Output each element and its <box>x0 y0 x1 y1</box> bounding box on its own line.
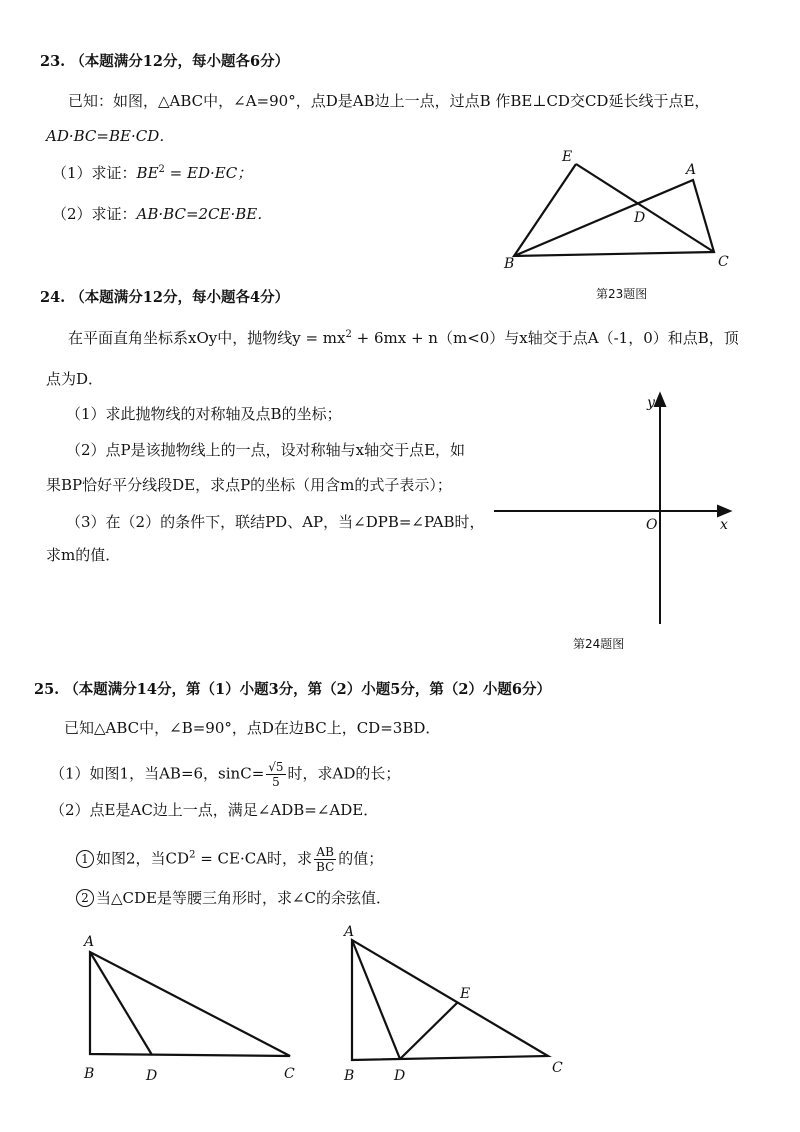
q24-stem-line2: 点为D． <box>46 370 104 388</box>
q25-part1-b: 时，求AD的长； <box>287 764 401 783</box>
q23-number: 23. <box>40 53 66 70</box>
q24-y-arrow <box>655 394 665 406</box>
q24-axes-figure <box>490 390 750 630</box>
q25-sub1-frac-num: AB <box>314 845 336 860</box>
q23-figure-caption: 第23题图 <box>596 287 648 301</box>
q25-sub2-text: 当△CDE是等腰三角形时，求∠C的余弦值． <box>96 889 392 907</box>
q24-part3-line1: （3）在（2）的条件下，联结PD、AP，当∠DPB=∠PAB时， <box>66 513 485 531</box>
q24-x-label: x <box>720 517 728 533</box>
q24-part2-line2: 果BP恰好平分线段DE，求点P的坐标（用含m的式子表示）； <box>46 476 452 494</box>
q24-part1: （1）求此抛物线的对称轴及点B的坐标； <box>66 405 342 423</box>
q25-fig2-label-e: E <box>460 986 471 1002</box>
q24-origin-label: O <box>646 517 658 533</box>
q23-label-c: C <box>718 254 729 270</box>
q25-sub1-mark: 1 <box>76 850 94 868</box>
q25-fig2-segment-ad <box>352 940 400 1059</box>
q25-fig2-label-a: A <box>344 924 355 940</box>
q25-fig1-triangle <box>90 952 290 1056</box>
q23-label-d: D <box>634 210 646 226</box>
q23-part1-sup: 2 <box>158 164 165 175</box>
q24-stem-sup: 2 <box>345 329 352 340</box>
q25-fig2-segment-de <box>400 1002 458 1059</box>
q25-sub2 <box>76 888 391 908</box>
q25-sub1-fraction <box>314 845 336 874</box>
q25-sub1-frac-den: BC <box>316 860 335 874</box>
q25-part2: （2）点E是AC边上一点，满足∠ADB=∠ADE． <box>50 801 379 819</box>
q25-part1-frac-den: 5 <box>272 775 280 789</box>
q25-sub1 <box>76 845 383 874</box>
q25-fig1-label-b: B <box>84 1066 95 1082</box>
q23-stem-line1: 已知：如图，△ABC中，∠A=90°，点D是AB边上一点，过点B 作BE⊥CD交CD延长线于点E， <box>68 92 710 110</box>
q25-header-row <box>34 680 551 700</box>
q25-figure-1 <box>76 928 306 1088</box>
q24-stem-a: 在平面直角坐标系xOy中，抛物线y = mx <box>68 329 346 347</box>
q25-sub1-sup: 2 <box>189 849 196 861</box>
q24-number: 24. <box>40 289 66 306</box>
q24-header: （本题满分12分，每小题各4分） <box>70 289 290 306</box>
q25-fig2-label-b: B <box>344 1068 355 1084</box>
q23-header-row <box>40 52 289 72</box>
q23-header: （本题满分12分，每小题各6分） <box>70 53 290 70</box>
q23-label-e: E <box>562 149 573 165</box>
q23-figure-outline <box>514 164 714 256</box>
q23-part1-math-b: = ED·EC； <box>164 164 253 182</box>
q23-figure <box>496 144 756 274</box>
q23-part1 <box>52 163 252 183</box>
q23-part2-math: AB·BC=2CE·BE． <box>136 205 273 223</box>
q24-part3-line2: 求m的值． <box>46 546 121 564</box>
q23-part1-prefix: （1）求证： <box>52 164 137 182</box>
q24-x-arrow <box>718 506 730 516</box>
q25-fig1-label-d: D <box>146 1068 158 1084</box>
q23-label-b: B <box>504 256 515 272</box>
q23-part2 <box>52 204 272 224</box>
q25-part1-fraction <box>266 760 285 789</box>
q25-fig1-label-a: A <box>84 934 95 950</box>
q25-header: （本题满分14分，第（1）小题3分，第（2）小题5分，第（2）小题6分） <box>64 681 552 698</box>
q25-sub1-a: 如图2，当CD <box>96 849 190 868</box>
q25-sub2-mark: 2 <box>76 889 94 907</box>
q23-stem-line2: AD·BC=BE·CD． <box>46 127 175 145</box>
q25-part1-a: （1）如图1，当AB=6，sinC= <box>50 764 265 783</box>
q25-figure-2 <box>336 920 586 1090</box>
q25-part1 <box>50 760 400 789</box>
q25-sub1-c: 的值； <box>338 849 384 868</box>
q25-part1-frac-num: √5 <box>268 760 284 774</box>
q24-stem-line1 <box>68 328 739 348</box>
q24-header-row <box>40 288 289 308</box>
q24-stem-b: + 6mx + n（m<0）与x轴交于点A（-1，0）和点B，顶 <box>351 329 739 347</box>
q23-label-a: A <box>686 162 697 178</box>
q25-number: 25. <box>34 681 60 698</box>
q25-fig2-label-d: D <box>394 1068 406 1084</box>
q25-fig2-label-c: C <box>552 1060 563 1076</box>
q23-part1-math-a: BE <box>136 164 159 182</box>
q24-figure-caption: 第24题图 <box>573 637 625 651</box>
q25-fig1-label-c: C <box>284 1066 295 1082</box>
q25-sub1-b: = CE·CA时，求 <box>195 849 313 868</box>
q24-part2-line1: （2）点P是该抛物线上的一点，设对称轴与x轴交于点E，如 <box>66 441 466 459</box>
q24-y-label: y <box>647 395 655 411</box>
q25-fig2-triangle <box>352 940 548 1060</box>
q25-stem: 已知△ABC中，∠B=90°，点D在边BC上，CD=3BD． <box>64 719 441 737</box>
q23-part2-prefix: （2）求证： <box>52 205 137 223</box>
